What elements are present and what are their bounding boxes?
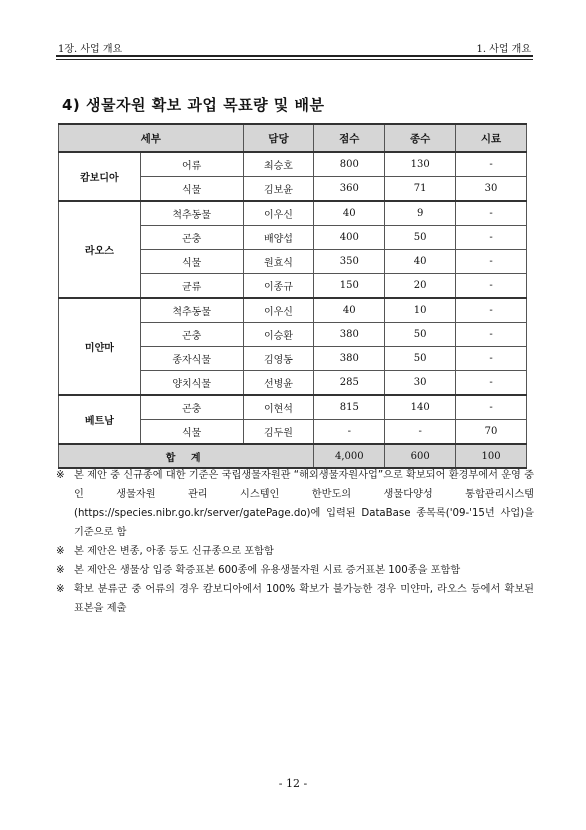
- table-header-row: [59, 124, 527, 152]
- category-cell: 곤충: [140, 395, 243, 420]
- category-cell: 균류: [140, 274, 243, 299]
- manager-cell: 김두원: [243, 420, 314, 445]
- country-cell: 캄보디아: [59, 152, 141, 201]
- country-cell: 베트남: [59, 395, 141, 444]
- points-cell: 40: [314, 298, 385, 323]
- manager-cell: 배양섭: [243, 226, 314, 250]
- page-number: - 12 -: [278, 777, 308, 790]
- col-header-points: 점수: [314, 124, 385, 152]
- note-text: 본 제안 중 신규종에 대한 기준은 국립생물자원관 “해외생물자원사업”으로 확보되어 환경부에서 운영 중인 생물자원 관리 시스템인 한반도의 생물다양성 통합관리시스템(https://species.nibr.go.kr/server/gatePage.do)에 입력된 DataBase 종목록('09-'15년 사업)을 기준으로 함: [74, 470, 534, 538]
- points-cell: -: [314, 420, 385, 445]
- species-cell: 50: [385, 347, 456, 371]
- reference-mark-icon: ※: [56, 584, 65, 595]
- manager-cell: 이승환: [243, 323, 314, 347]
- manager-cell: 이우신: [243, 298, 314, 323]
- category-cell: 척추동물: [140, 298, 243, 323]
- points-cell: 360: [314, 177, 385, 202]
- category-cell: 어류: [140, 152, 243, 177]
- species-cell: 50: [385, 226, 456, 250]
- points-cell: 800: [314, 152, 385, 177]
- points-cell: 400: [314, 226, 385, 250]
- species-cell: 10: [385, 298, 456, 323]
- species-cell: -: [385, 420, 456, 445]
- manager-cell: 이현석: [243, 395, 314, 420]
- note-item: [56, 542, 534, 561]
- species-cell: 9: [385, 201, 456, 226]
- samples-cell: -: [456, 395, 527, 420]
- header-left: 1장. 사업 개요: [58, 44, 123, 55]
- species-cell: 50: [385, 323, 456, 347]
- points-cell: 40: [314, 201, 385, 226]
- samples-cell: 30: [456, 177, 527, 202]
- col-header-species: 종수: [385, 124, 456, 152]
- category-cell: 곤충: [140, 226, 243, 250]
- note-item: [56, 561, 534, 580]
- note-text: 본 제안은 변종, 아종 등도 신규종으로 포함함: [74, 546, 274, 557]
- note-item: [56, 580, 534, 618]
- points-cell: 380: [314, 323, 385, 347]
- total-row: [59, 444, 527, 468]
- samples-cell: -: [456, 152, 527, 177]
- section-title: 4) 생물자원 확보 과업 목표량 및 배분: [62, 96, 325, 114]
- manager-cell: 이우신: [243, 201, 314, 226]
- note-item: [56, 466, 534, 542]
- col-header-detail: 세부: [59, 124, 244, 152]
- samples-cell: -: [456, 250, 527, 274]
- points-cell: 150: [314, 274, 385, 299]
- manager-cell: 원효식: [243, 250, 314, 274]
- species-cell: 20: [385, 274, 456, 299]
- note-text: 확보 분류군 중 어류의 경우 캄보디아에서 100% 확보가 불가능한 경우 미얀마, 라오스 등에서 확보된 표본을 제출: [74, 584, 534, 614]
- header-right: 1. 사업 개요: [476, 44, 531, 55]
- points-cell: 380: [314, 347, 385, 371]
- total-species: 600: [385, 444, 456, 468]
- reference-mark-icon: ※: [56, 546, 65, 557]
- manager-cell: 이종규: [243, 274, 314, 299]
- notes-section: [56, 466, 534, 618]
- category-cell: 곤충: [140, 323, 243, 347]
- category-cell: 종자식물: [140, 347, 243, 371]
- category-cell: 식물: [140, 420, 243, 445]
- samples-cell: 70: [456, 420, 527, 445]
- total-points: 4,000: [314, 444, 385, 468]
- species-cell: 140: [385, 395, 456, 420]
- header-rule-thin: [56, 59, 533, 60]
- samples-cell: -: [456, 201, 527, 226]
- category-cell: 식물: [140, 177, 243, 202]
- manager-cell: 최승호: [243, 152, 314, 177]
- col-header-manager: 담당: [243, 124, 314, 152]
- category-cell: 척추동물: [140, 201, 243, 226]
- species-cell: 130: [385, 152, 456, 177]
- species-cell: 40: [385, 250, 456, 274]
- total-samples: 100: [456, 444, 527, 468]
- species-cell: 71: [385, 177, 456, 202]
- points-cell: 350: [314, 250, 385, 274]
- country-cell: 미얀마: [59, 298, 141, 395]
- species-cell: 30: [385, 371, 456, 396]
- table-row: [59, 152, 527, 177]
- table-row: [59, 298, 527, 323]
- samples-cell: -: [456, 347, 527, 371]
- samples-cell: -: [456, 226, 527, 250]
- points-cell: 285: [314, 371, 385, 396]
- manager-cell: 선병윤: [243, 371, 314, 396]
- col-header-samples: 시료: [456, 124, 527, 152]
- manager-cell: 김보윤: [243, 177, 314, 202]
- points-cell: 815: [314, 395, 385, 420]
- total-label: 합 계: [59, 444, 314, 468]
- samples-cell: -: [456, 298, 527, 323]
- manager-cell: 김영동: [243, 347, 314, 371]
- country-cell: 라오스: [59, 201, 141, 298]
- allocation-table: [58, 123, 527, 469]
- note-text: 본 제안은 생물상 입증 확증표본 600종에 유용생물자원 시료 증거표본 100종을 포함함: [74, 565, 461, 576]
- header-rule-thick: [56, 55, 533, 57]
- table-row: [59, 395, 527, 420]
- reference-mark-icon: ※: [56, 470, 65, 481]
- category-cell: 양치식물: [140, 371, 243, 396]
- samples-cell: -: [456, 274, 527, 299]
- samples-cell: -: [456, 371, 527, 396]
- samples-cell: -: [456, 323, 527, 347]
- reference-mark-icon: ※: [56, 565, 65, 576]
- table-row: [59, 201, 527, 226]
- category-cell: 식물: [140, 250, 243, 274]
